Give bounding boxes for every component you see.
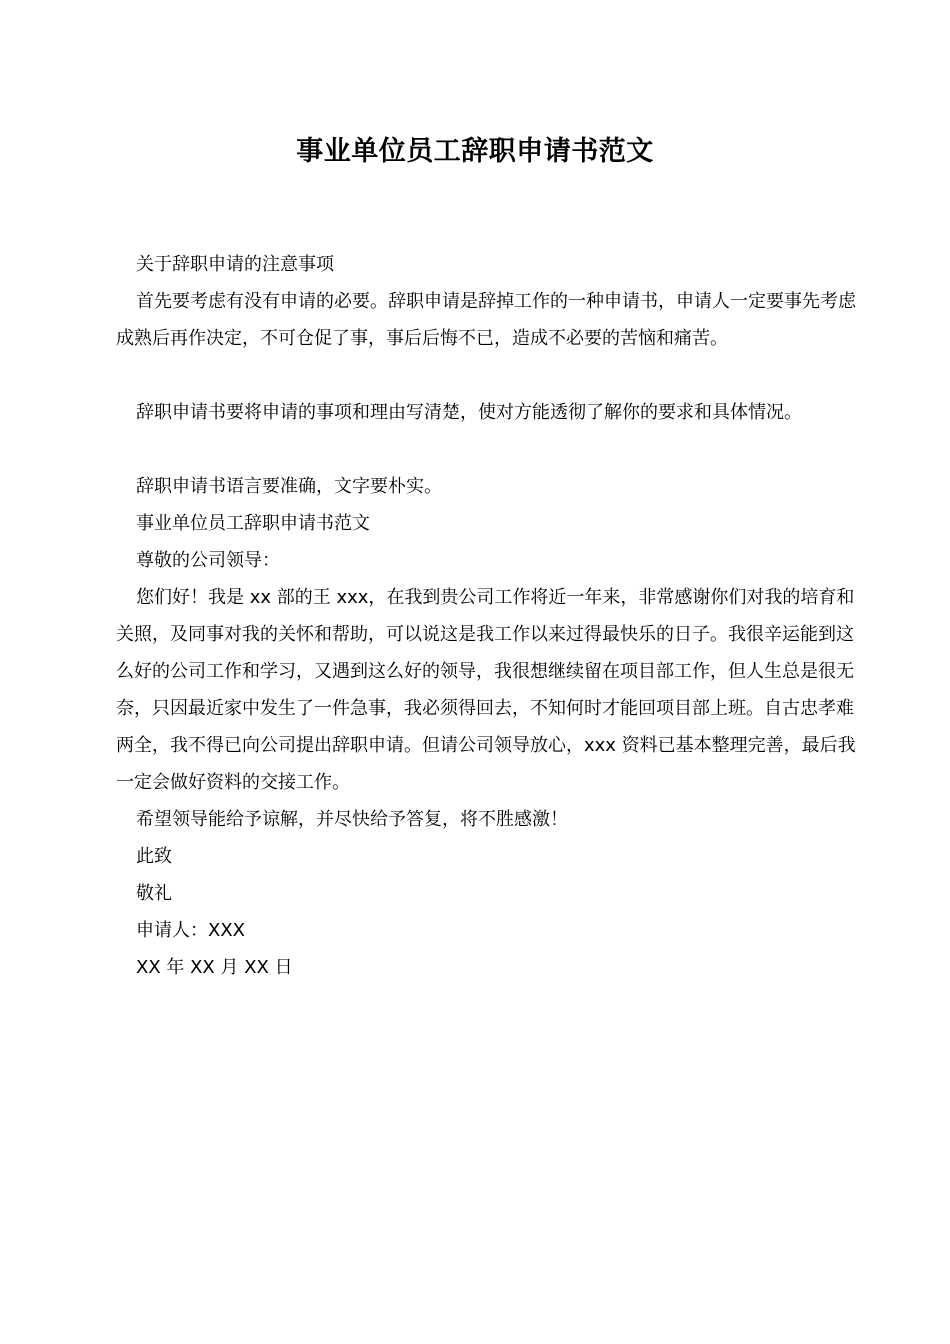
document-body (116, 246, 856, 986)
document-title: 事业单位员工辞职申请书范文 (296, 136, 654, 167)
letter-applicant: 申请人：XXX (136, 920, 245, 941)
letter-date: XX 年 XX 月 XX 日 (136, 957, 293, 978)
note-paragraph-1: 首先要考虑有没有申请的必要。辞职申请是辞掉工作的一种申请书，申请人一定要事先考虑成熟后再作决定，不可仓促了事，事后后悔不已，造成不必要的苦恼和痛苦。 (116, 291, 856, 349)
letter-closing-2: 敬礼 (136, 883, 172, 904)
letter-closing-1: 此致 (136, 846, 172, 867)
note-paragraph-3: 辞职申请书语言要准确，文字要朴实。 (136, 476, 442, 497)
letter-body: 您们好！我是 xx 部的王 xxx，在我到贵公司工作将近一年来，非常感谢你们对我的培育和关照，及同事对我的关怀和帮助，可以说这是我工作以来过得最快乐的日子。我很辛运能到这么好的公司工作和学习，又遇到这么好的领导，我很想继续留在项目部工作，但人生总是很无奈，只因最近家中发生了一件急事，我必须得回去，不知何时才能回项目部上班。自古忠孝难两全，我不得已向公司提出辞职申请。但请公司领导放心，xxx 资料已基本整理完善，最后我一定会做好资料的交接工作。 (116, 587, 856, 793)
letter-salutation: 尊敬的公司领导： (136, 550, 280, 571)
sample-heading: 事业单位员工辞职申请书范文 (136, 513, 370, 534)
letter-closing-hope: 希望领导能给予谅解，并尽快给予答复，将不胜感激！ (136, 809, 568, 830)
note-paragraph-2: 辞职申请书要将申请的事项和理由写清楚，使对方能透彻了解你的要求和具体情况。 (136, 402, 802, 423)
paragraph-gap (116, 431, 856, 468)
notes-heading: 关于辞职申请的注意事项 (136, 254, 334, 275)
paragraph-gap (116, 357, 856, 394)
